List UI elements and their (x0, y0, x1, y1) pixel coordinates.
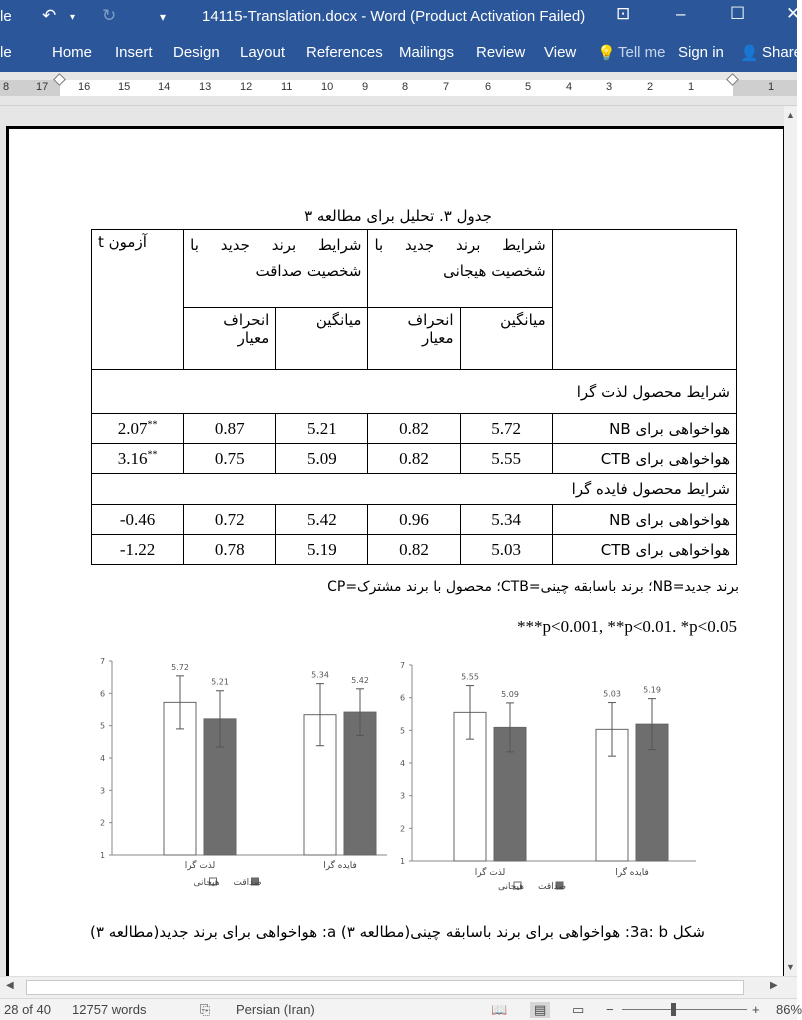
customize-qat-icon[interactable]: ▾ (160, 10, 167, 24)
tab-home[interactable]: Home (52, 44, 93, 61)
ruler-number: 8 (3, 81, 10, 93)
ruler-number: 2 (647, 81, 654, 93)
tab-mailings[interactable]: Mailings (399, 44, 455, 61)
title-bar (0, 0, 801, 36)
cell-sd-hedonic: 0.82 (368, 535, 460, 565)
data-label: 5.34 (311, 670, 329, 680)
share-button[interactable]: Share (762, 44, 802, 61)
undo-icon[interactable]: ↶ (42, 6, 57, 25)
legend-label: صداقت (233, 878, 262, 888)
web-layout-icon[interactable]: ▭ (572, 1002, 585, 1017)
cell-sd-hedonic: 0.96 (368, 505, 460, 535)
cell-sd-sincere: 0.87 (184, 414, 276, 444)
y-tick-label: 5 (400, 726, 406, 736)
zoom-slider[interactable] (622, 1009, 747, 1010)
lightbulb-icon[interactable]: 💡 (597, 45, 616, 62)
print-layout-icon[interactable]: ▤ (530, 1002, 550, 1018)
y-tick-label: 3 (100, 786, 106, 796)
tab-review[interactable]: Review (476, 44, 526, 61)
header-sincere: شرایط برند جدید با شخصیت صداقت (184, 230, 368, 308)
scroll-up-icon[interactable]: ▲ (786, 110, 795, 120)
y-tick-label: 6 (400, 693, 406, 703)
table-row (92, 444, 737, 474)
ruler-number: 11 (281, 81, 293, 93)
undo-dropdown-icon[interactable]: ▾ (70, 12, 76, 23)
y-tick-label: 6 (100, 689, 106, 699)
category-label: فایده گرا (323, 861, 357, 871)
legend-label: هیجانی (497, 882, 524, 892)
y-tick-label: 2 (400, 824, 406, 834)
data-label: 5.21 (211, 677, 229, 687)
abbreviation-note: برند جدید=NB؛ برند باسابقه چینی=CTB؛ محصول با برند مشترک=CP (327, 579, 739, 595)
cell-mean-hedonic: 5.03 (460, 535, 552, 565)
share-icon[interactable]: 👤 (740, 45, 759, 62)
cell-mean-hedonic: 5.72 (460, 414, 552, 444)
row-label: هواخواهی برای CTB (552, 444, 736, 474)
figure-caption: شکل 3a: b: هواخواهی برای برند باسابقه چینی(مطالعه ۳) a: هواخواهی برای برند جدید(مطالعه ۳) (90, 923, 705, 941)
document-area (0, 106, 797, 976)
figure-bar-charts (94, 649, 704, 894)
ruler-number: 8 (402, 81, 409, 93)
scroll-right-icon[interactable]: ▶ (770, 980, 778, 991)
category-label: لذت گرا (474, 868, 506, 878)
cell-sd-sincere: 0.72 (184, 505, 276, 535)
legend-label: صداقت (537, 882, 566, 892)
ruler-number: 15 (118, 81, 131, 93)
data-label: 5.55 (461, 672, 479, 682)
y-tick-label: 1 (100, 851, 106, 860)
cell-ttest: 2.07** (92, 414, 184, 444)
row-label: هواخواهی برای NB (552, 414, 736, 444)
horizontal-ruler[interactable] (0, 72, 797, 106)
header-mean-1: میانگین (460, 308, 552, 370)
y-tick-label: 3 (400, 791, 406, 801)
table-corner-cell (552, 230, 736, 370)
table-row (92, 414, 737, 444)
zoom-out-icon[interactable]: − (606, 1002, 614, 1017)
y-tick-label: 7 (100, 657, 106, 666)
proofing-icon[interactable]: ⎘ (200, 1002, 211, 1017)
zoom-slider-thumb[interactable] (671, 1003, 676, 1016)
ribbon-tabs (0, 36, 802, 72)
vertical-scrollbar[interactable] (784, 106, 797, 976)
data-label: 5.09 (501, 689, 519, 699)
cell-ttest: 3.16** (92, 444, 184, 474)
file-tab-fragment[interactable]: le (0, 8, 12, 25)
page-count[interactable]: 28 of 40 (4, 1002, 51, 1017)
cell-mean-sincere: 5.42 (276, 505, 368, 535)
horizontal-scrollbar[interactable] (0, 976, 797, 998)
data-label: 5.42 (351, 675, 369, 685)
ruler-number: 3 (606, 81, 613, 93)
table-row (92, 535, 737, 565)
redo-icon[interactable]: ↻ (102, 6, 117, 25)
results-table (91, 229, 737, 565)
ruler-number: 16 (78, 81, 91, 93)
cell-sd-hedonic: 0.82 (368, 414, 460, 444)
data-label: 5.19 (643, 685, 661, 695)
row-label: هواخواهی برای NB (552, 505, 736, 535)
cell-mean-sincere: 5.09 (276, 444, 368, 474)
ruler-number: 10 (321, 81, 334, 93)
cell-mean-sincere: 5.19 (276, 535, 368, 565)
ruler-number: 12 (240, 81, 253, 93)
ruler-number: 6 (485, 81, 492, 93)
tab-file[interactable]: le (0, 44, 12, 61)
window-title: 14115-Translation.docx - Word (Product Activation Failed) (202, 8, 586, 25)
tab-view[interactable]: View (544, 44, 577, 61)
scroll-left-icon[interactable]: ◀ (6, 980, 14, 991)
cell-sd-hedonic: 0.82 (368, 444, 460, 474)
header-mean-2: میانگین (276, 308, 368, 370)
header-hedonic: شرایط برند جدید با شخصیت هیجانی (368, 230, 552, 308)
y-tick-label: 2 (100, 818, 106, 828)
data-label: 5.72 (171, 662, 189, 672)
scroll-thumb[interactable] (26, 980, 744, 995)
header-sd-2: انحراف معیار (184, 308, 276, 370)
cell-sd-sincere: 0.75 (184, 444, 276, 474)
language-indicator[interactable]: Persian (Iran) (236, 1002, 315, 1017)
ruler-number: 5 (525, 81, 532, 93)
close-icon[interactable]: ✕ (786, 4, 801, 23)
document-page[interactable] (6, 126, 786, 986)
cell-mean-sincere: 5.21 (276, 414, 368, 444)
cell-ttest: -1.22 (92, 535, 184, 565)
zoom-level[interactable]: 86% (776, 1002, 802, 1017)
zoom-in-icon[interactable]: + (752, 1002, 760, 1017)
section-title: شرایط محصول لذت گرا (92, 370, 737, 414)
ruler-number: 1 (768, 81, 775, 93)
sign-in-link[interactable]: Sign in (678, 44, 724, 61)
cell-mean-hedonic: 5.34 (460, 505, 552, 535)
ruler-number: 7 (443, 81, 450, 93)
status-bar (0, 998, 802, 1020)
tab-references[interactable]: References (306, 44, 383, 61)
ribbon-display-icon[interactable]: ⊡ (616, 4, 631, 23)
y-tick-label: 4 (100, 754, 106, 763)
read-mode-icon[interactable]: 📖 (491, 1002, 508, 1017)
category-label: لذت گرا (184, 861, 216, 871)
ruler-number: 13 (199, 81, 212, 93)
ruler-number: 17 (36, 81, 49, 93)
y-tick-label: 7 (400, 661, 406, 670)
y-tick-label: 5 (100, 721, 106, 731)
pvalue-note: ***p<0.001, **p<0.01. *p<0.05 (516, 617, 737, 636)
cell-ttest: -0.46 (92, 505, 184, 535)
word-count[interactable]: 12757 words (72, 1002, 147, 1017)
row-label: هواخواهی برای CTB (552, 535, 736, 565)
section-title: شرایط محصول فایده گرا (92, 474, 737, 505)
scroll-down-icon[interactable]: ▼ (786, 962, 795, 972)
table-caption: جدول ۳. تحلیل برای مطالعه ۳ (304, 207, 492, 225)
ruler-number: 4 (566, 81, 573, 93)
header-sd-1: انحراف معیار (368, 308, 460, 370)
tab-layout[interactable]: Layout (240, 44, 286, 61)
legend-label: هیجانی (193, 878, 220, 888)
y-tick-label: 1 (400, 857, 406, 866)
cell-sd-sincere: 0.78 (184, 535, 276, 565)
tab-design[interactable]: Design (173, 44, 220, 61)
ruler-number: 1 (688, 81, 695, 93)
minimize-icon[interactable]: – (676, 4, 686, 23)
tell-me-box[interactable]: Tell me (618, 44, 666, 61)
ruler-number: 9 (362, 81, 369, 93)
tab-insert[interactable]: Insert (115, 44, 153, 61)
ruler-number: 14 (158, 81, 171, 93)
y-tick-label: 4 (400, 759, 406, 768)
maximize-icon[interactable]: ☐ (730, 4, 746, 23)
category-label: فایده گرا (615, 868, 649, 878)
cell-mean-hedonic: 5.55 (460, 444, 552, 474)
data-label: 5.03 (603, 689, 621, 699)
header-ttest: آزمون t (92, 230, 184, 370)
table-row (92, 505, 737, 535)
